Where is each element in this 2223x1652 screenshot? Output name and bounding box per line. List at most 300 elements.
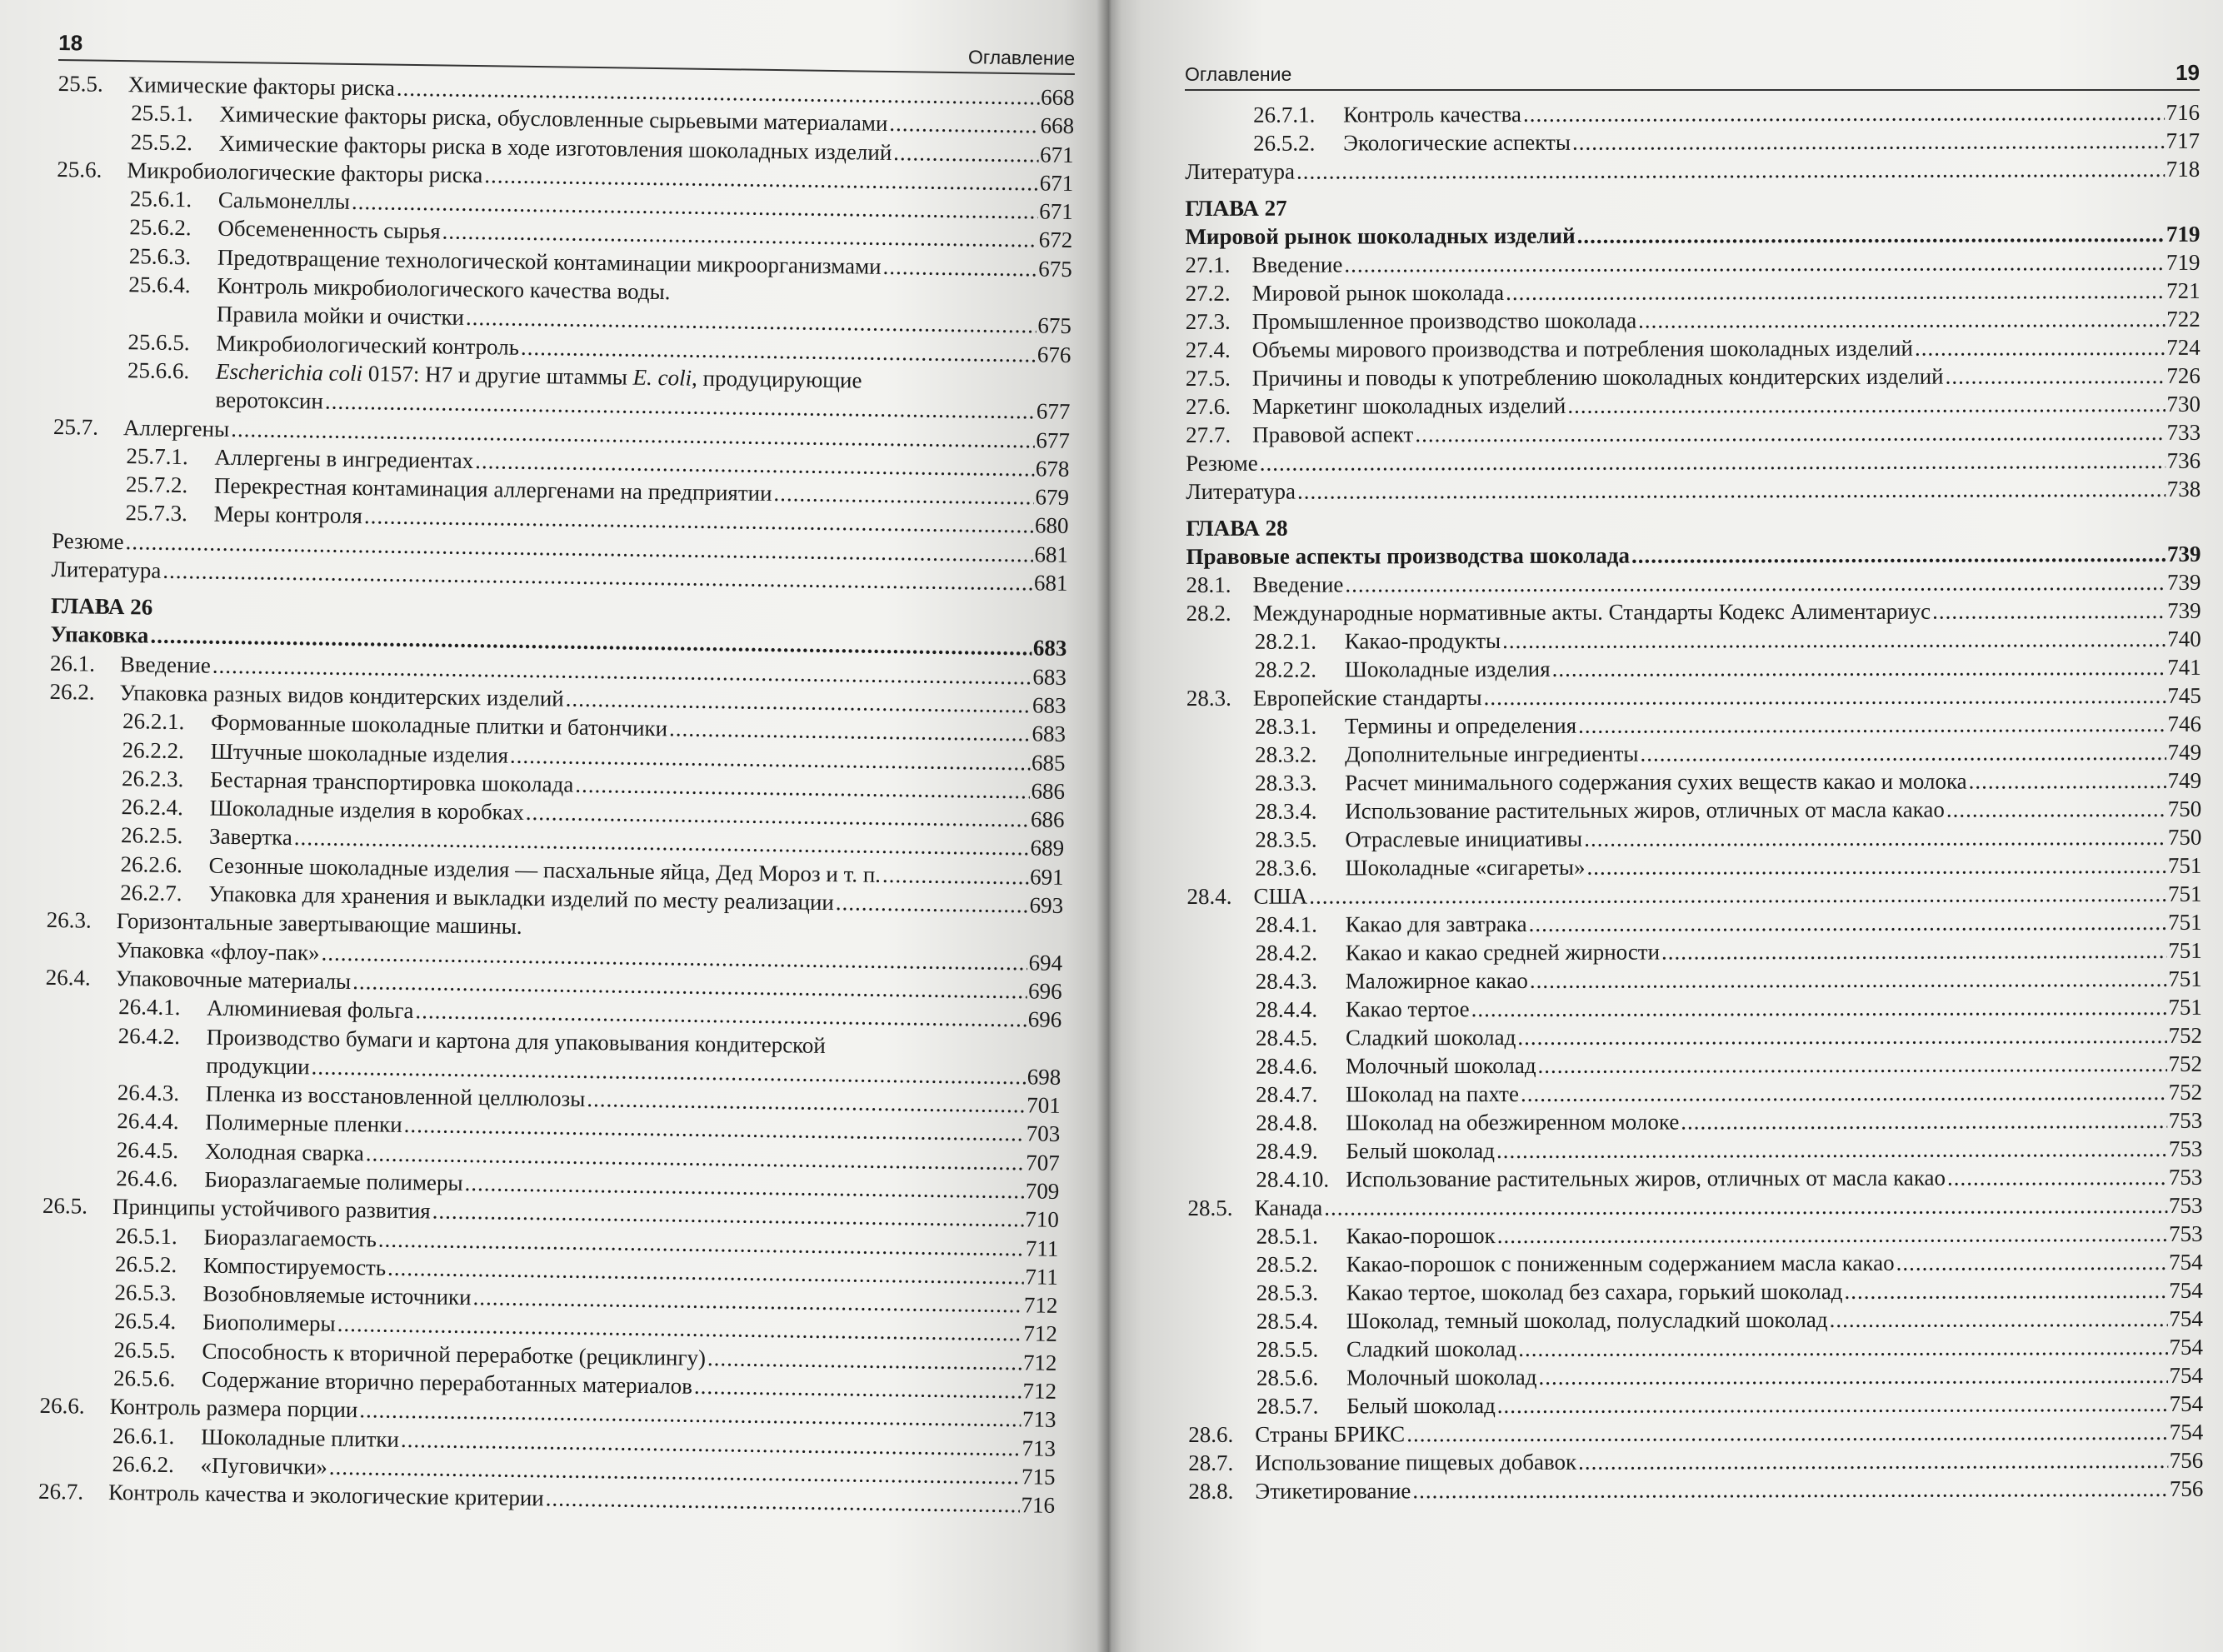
entry-number: 28.5.3.: [1256, 1280, 1319, 1305]
leader-dots: [1309, 880, 2166, 911]
entry-number: 28.4.7.: [1256, 1081, 1318, 1107]
leader-dots: [1552, 653, 2166, 683]
toc-entry[interactable]: [1186, 568, 2201, 599]
entry-number: 25.7.: [52, 413, 99, 440]
toc-entry[interactable]: [1185, 155, 2200, 186]
toc-entry[interactable]: [1185, 98, 2200, 129]
entry-page: 733: [2166, 419, 2201, 445]
entry-title: Маркетинг шоколадных изделий: [1251, 392, 1566, 419]
entry-number: 26.2.2.: [122, 736, 185, 763]
running-head: [1185, 60, 2200, 91]
entry-title: Принципы устойчивого развития: [112, 1194, 431, 1224]
entry-number: 28.1.: [1186, 571, 1231, 597]
entry-number: 28.3.1.: [1254, 713, 1317, 739]
entry-title: Введение: [1251, 252, 1343, 277]
entry-number: 27.2.: [1185, 280, 1231, 306]
leader-dots: [1406, 1418, 2168, 1448]
leader-dots: [694, 1372, 1022, 1405]
leader-dots: [545, 1485, 1019, 1520]
toc-entry[interactable]: [1188, 1220, 2203, 1250]
leader-dots: [1506, 277, 2165, 307]
toc-entry[interactable]: [1186, 596, 2201, 627]
entry-number: 28.5.: [1187, 1195, 1233, 1220]
leader-dots: [1567, 390, 2165, 420]
toc-entry[interactable]: [1187, 936, 2202, 967]
toc-entry[interactable]: [1187, 993, 2202, 1024]
entry-number: 28.3.5.: [1255, 826, 1317, 852]
entry-page: 712: [1023, 1320, 1058, 1347]
entry-number: 26.5.6.: [112, 1365, 176, 1392]
leader-dots: [1296, 155, 2165, 186]
leader-dots: [1915, 333, 2165, 362]
toc-entry[interactable]: [1186, 625, 2201, 656]
entry-page: 683: [1032, 692, 1067, 718]
entry-title: Шоколадные изделия: [1344, 656, 1551, 682]
entry-page: 675: [1037, 312, 1072, 339]
toc-entry[interactable]: [1186, 475, 2201, 506]
leader-dots: [1946, 362, 2166, 391]
entry-page: 756: [2169, 1447, 2204, 1473]
entry-page: 750: [2167, 796, 2202, 821]
entry-number: 26.7.1.: [1253, 102, 1316, 127]
entry-page: 668: [1040, 84, 1075, 111]
toc-entry[interactable]: [1187, 965, 2202, 996]
entry-title: Упаковка для хранения и выкладки изделий по месту реализации: [207, 881, 835, 916]
entry-page: 712: [1022, 1350, 1057, 1375]
entry-title: Упаковка разных видов кондитерских изделий: [119, 680, 564, 711]
entry-number: 26.5.: [42, 1193, 88, 1219]
leader-dots: [1412, 1475, 2168, 1505]
entry-page: 683: [1032, 664, 1067, 690]
running-head: [58, 30, 1075, 75]
entry-title: Белый шоколад: [1346, 1138, 1496, 1164]
entry-page: 736: [2166, 447, 2201, 473]
entry-title: «Пуговички»: [200, 1452, 328, 1480]
entry-title: Обсемененность сырья: [217, 216, 441, 244]
toc-entry[interactable]: [1186, 766, 2201, 797]
leader-dots: [1324, 1191, 2167, 1222]
entry-title: Аллергены в ингредиентах: [214, 444, 474, 473]
entry-page: 668: [1040, 112, 1075, 139]
entry-page: 749: [2167, 739, 2202, 765]
entry-title: Контроль качества: [1343, 101, 1522, 127]
entry-title: Страны БРИКС: [1255, 1421, 1406, 1447]
entry-title: Международные нормативные акты. Стандарты Кодекс Алиментариус: [1252, 598, 1931, 626]
toc-entry[interactable]: [1186, 823, 2201, 854]
running-title: Оглавление: [1185, 63, 1292, 85]
toc-entry[interactable]: [1187, 1078, 2202, 1109]
toc-entry[interactable]: [1186, 681, 2201, 712]
entry-title: Шоколадные плитки: [200, 1424, 400, 1452]
entry-title: Использование растительных жиров, отличных от масла какао: [1346, 1165, 1946, 1192]
entry-page: 713: [1022, 1435, 1057, 1461]
entry-number: 28.5.7.: [1256, 1393, 1319, 1419]
entry-page: 711: [1025, 1235, 1059, 1261]
entry-title: Объемы мирового производства и потребления шоколадных изделий: [1251, 335, 1913, 362]
entry-number: 28.4.3.: [1255, 968, 1318, 994]
toc-entry[interactable]: [1187, 1021, 2202, 1052]
entry-number: 26.2.6.: [120, 851, 183, 877]
entry-title: Этикетирование: [1255, 1478, 1411, 1504]
leader-dots: [1631, 540, 2166, 570]
leader-dots: [1844, 1276, 2167, 1305]
leader-dots: [836, 888, 1028, 920]
entry-page: 721: [2166, 277, 2201, 303]
entry-number: 26.2.3.: [121, 765, 184, 792]
entry-number: 25.5.1.: [131, 100, 193, 127]
toc-entry[interactable]: [1187, 1191, 2202, 1222]
entry-title: Контроль размера порции: [109, 1394, 358, 1423]
chapter-title: Упаковка: [50, 621, 149, 648]
entry-title: Шоколадные «сигареты»: [1345, 854, 1586, 881]
entry-page: 698: [1027, 1064, 1062, 1090]
entry-page: 754: [2169, 1419, 2204, 1445]
entry-title: Завертка: [208, 824, 293, 851]
entry-page: 713: [1022, 1406, 1057, 1433]
leader-dots: [1517, 1021, 2166, 1051]
leader-dots: [1578, 1446, 2168, 1476]
entry-number: 28.6.: [1188, 1421, 1234, 1447]
toc-entry[interactable]: [1185, 127, 2200, 157]
entry-number: 26.7.: [37, 1479, 84, 1505]
toc-entry[interactable]: [1186, 362, 2201, 392]
entry-page: 686: [1031, 778, 1066, 804]
entry-page: 677: [1036, 398, 1071, 425]
leader-dots: [882, 252, 1037, 283]
toc-entry[interactable]: [1188, 1276, 2203, 1307]
toc-entry[interactable]: [1186, 305, 2201, 336]
entry-page: 741: [2167, 654, 2201, 680]
entry-title: Контроль качества и экологические критерии: [107, 1480, 544, 1511]
entry-page: 739: [2166, 569, 2201, 595]
chapter-title-entry[interactable]: [1186, 540, 2201, 571]
entry-title: Молочный шоколад: [1345, 1052, 1536, 1079]
leader-dots: [1530, 965, 2167, 995]
leader-dots: [773, 479, 1033, 512]
entry-number: 26.4.6.: [116, 1165, 178, 1192]
entry-page: 738: [2166, 476, 2201, 502]
entry-number: 28.2.: [1186, 600, 1231, 626]
toc-entry[interactable]: [1186, 851, 2201, 882]
entry-title: Резюме: [1186, 450, 1258, 476]
entry-page: 716: [1021, 1492, 1056, 1519]
left-page: [0, 0, 1108, 1652]
entry-page: 689: [1030, 835, 1065, 861]
entry-title: Термины и определения: [1344, 712, 1577, 739]
toc-entry[interactable]: [1185, 248, 2200, 279]
chapter-title: Правовые аспекты производства шоколада: [1186, 542, 1631, 569]
entry-page: 701: [1027, 1092, 1061, 1119]
right-page: [1108, 0, 2223, 1652]
leader-dots: [1537, 1050, 2166, 1080]
entry-title: Расчет минимального содержания сухих веществ какао и молока: [1345, 768, 1967, 796]
entry-page: 677: [1036, 427, 1071, 453]
entry-number: 26.5.1.: [115, 1222, 177, 1249]
entry-number: 28.5.1.: [1256, 1223, 1318, 1249]
entry-title: Производство бумаги и картона для упаковывания кондитерской: [206, 1024, 827, 1058]
entry-page: 751: [2168, 994, 2202, 1020]
entry-page: 740: [2167, 626, 2201, 651]
entry-title: Использование пищевых добавок: [1255, 1449, 1577, 1475]
toc-entry[interactable]: [1187, 1163, 2202, 1194]
entry-title: Предотвращение технологической контаминации микроорганизмами: [217, 244, 882, 279]
toc-entry[interactable]: [1187, 1050, 2202, 1081]
entry-page: 754: [2169, 1390, 2204, 1416]
entry-title: Какао-порошок: [1346, 1223, 1496, 1249]
toc-entry[interactable]: [1187, 1106, 2202, 1137]
entry-title: Возобновляемые источники: [202, 1280, 472, 1310]
entry-title: Шоколадные изделия в коробках: [209, 795, 525, 826]
entry-title: Химические факторы риска: [127, 72, 396, 101]
entry-number: 28.3.3.: [1255, 770, 1317, 796]
entry-title: Какао-порошок с пониженным содержанием масла какао: [1346, 1250, 1895, 1277]
entry-title: Упаковочные материалы: [115, 965, 352, 994]
entry-page: 691: [1029, 864, 1064, 890]
entry-page: 719: [2166, 249, 2201, 275]
entry-title: Биополимеры: [202, 1310, 336, 1337]
leader-dots: [1496, 1135, 2167, 1165]
page-number: 19: [2176, 60, 2200, 85]
entry-number: 26.2.7.: [120, 880, 182, 906]
entry-title: Содержание вторично переработанных материалов: [201, 1366, 693, 1399]
toc-entry[interactable]: [1186, 447, 2201, 477]
entry-page: 685: [1031, 749, 1066, 776]
entry-page: 712: [1022, 1378, 1057, 1404]
entry-page: 752: [2168, 1079, 2203, 1105]
entry-title: Экологические аспекты: [1343, 129, 1571, 156]
leader-dots: [1502, 625, 2166, 655]
entry-number: 25.6.1.: [129, 186, 192, 212]
entry-title: Литература: [1186, 478, 1296, 504]
entry-page: 724: [2166, 334, 2201, 360]
entry-page: 675: [1038, 256, 1072, 282]
leader-dots: [1297, 475, 2166, 506]
entry-number: 28.4.10.: [1256, 1166, 1330, 1192]
entry-page: 718: [2166, 156, 2201, 182]
toc-entry[interactable]: [1186, 277, 2201, 307]
entry-page: 672: [1038, 227, 1073, 253]
entry-number: 26.5.3.: [114, 1280, 177, 1306]
toc-entry[interactable]: [1188, 1333, 2203, 1364]
toc-entry[interactable]: [1186, 333, 2201, 364]
leader-dots: [1638, 305, 2165, 335]
chapter-title-entry[interactable]: [1185, 220, 2200, 251]
entry-page: 696: [1027, 1006, 1062, 1033]
entry-title: продукции: [206, 1052, 310, 1080]
entry-title: Escherichia coli 0157: H7 и другие штаммы E. coli, продуцирующие: [215, 358, 862, 393]
entry-title: Правовой аспект: [1252, 422, 1414, 447]
entry-number: 28.4.5.: [1255, 1025, 1318, 1051]
entry-page: 683: [1032, 635, 1067, 661]
entry-title: Шоколад на пахте: [1346, 1081, 1519, 1107]
leader-dots: [1260, 447, 2166, 477]
entry-title: Способность к вторичной переработке (рециклингу): [202, 1338, 707, 1370]
entry-number: 28.2.1.: [1254, 628, 1316, 654]
leader-dots: [1344, 248, 2165, 279]
leader-dots: [1640, 738, 2166, 768]
entry-page: 753: [2168, 1192, 2203, 1218]
toc-entry[interactable]: [1188, 1361, 2203, 1392]
entry-number: 25.6.6.: [127, 357, 190, 384]
leader-dots: [1947, 1163, 2167, 1192]
leader-dots: [1497, 1390, 2168, 1420]
entry-number: 28.4.1.: [1255, 911, 1317, 937]
page-number: 18: [58, 30, 83, 56]
entry-page: 756: [2169, 1475, 2204, 1501]
entry-number: 26.5.2.: [114, 1250, 177, 1277]
entry-page: 719: [2166, 221, 2201, 247]
entry-number: 28.4.: [1186, 883, 1232, 909]
entry-page: 730: [2166, 391, 2201, 417]
entry-number: 25.5.2.: [130, 128, 193, 155]
entry-title: Промышленное производство шоколада: [1251, 307, 1637, 334]
entry-title: Перекрестная контаминация аллергенами на предприятии: [213, 472, 772, 507]
entry-number: 26.3.: [46, 907, 92, 933]
entry-number: 28.4.4.: [1255, 996, 1318, 1022]
toc-entry[interactable]: [1187, 908, 2202, 939]
entry-page: 726: [2166, 362, 2201, 388]
toc-entry[interactable]: [1186, 880, 2201, 911]
entry-number: 27.5.: [1185, 365, 1231, 391]
entry-number: 26.4.5.: [116, 1136, 179, 1163]
entry-title: Какао-продукты: [1344, 628, 1501, 654]
leader-dots: [1415, 418, 2165, 448]
entry-page: 750: [2167, 824, 2202, 850]
entry-number: 28.3.2.: [1255, 741, 1317, 767]
toc-list: [1185, 98, 2203, 1505]
toc-entry[interactable]: [1186, 418, 2201, 449]
entry-page: 712: [1023, 1292, 1058, 1319]
entry-page: 722: [2166, 306, 2201, 332]
entry-title: Пленка из восстановленной целлюлозы: [205, 1081, 586, 1112]
leader-dots: [1661, 936, 2166, 966]
entry-page: 739: [2166, 541, 2201, 566]
entry-title: Формованные шоколадные плитки и батончики: [210, 709, 668, 741]
entry-title: Упаковка «флоу-пак»: [116, 936, 320, 966]
leader-dots: [1578, 710, 2166, 740]
entry-title: Какао тертое: [1345, 996, 1470, 1022]
chapter-label: ГЛАВА 26: [50, 593, 153, 620]
entry-number: 28.4.9.: [1256, 1138, 1318, 1164]
toc-entry[interactable]: [1188, 1248, 2203, 1279]
entry-number: 28.5.6.: [1256, 1365, 1319, 1390]
entry-number: 26.4.1.: [118, 994, 181, 1021]
toc-entry[interactable]: [1188, 1446, 2203, 1477]
entry-page: 707: [1026, 1150, 1060, 1175]
leader-dots: [1946, 795, 2166, 824]
entry-number: 28.5.4.: [1256, 1308, 1319, 1334]
entry-title: Какао тертое, шоколад без сахара, горький шоколад: [1346, 1278, 1843, 1305]
entry-page: 751: [2168, 966, 2202, 991]
entry-page: 711: [1025, 1264, 1059, 1290]
entry-page: 751: [2168, 937, 2202, 963]
entry-number: 26.1.: [49, 650, 96, 676]
entry-number: 26.2.: [49, 678, 95, 705]
toc-entry[interactable]: [1186, 795, 2201, 826]
toc-entry[interactable]: [1186, 653, 2201, 684]
entry-page: 694: [1028, 949, 1063, 976]
entry-title: Сладкий шоколад: [1346, 1335, 1517, 1362]
entry-number: 25.7.1.: [126, 443, 188, 470]
entry-page: 754: [2169, 1334, 2203, 1360]
entry-page: 683: [1032, 721, 1067, 747]
entry-page: 680: [1034, 512, 1069, 539]
entry-page: 717: [2166, 127, 2201, 153]
entry-page: 749: [2167, 767, 2202, 793]
entry-page: 752: [2168, 1051, 2203, 1076]
entry-number: 26.4.2.: [117, 1022, 181, 1049]
entry-title: Использование растительных жиров, отличных от масла какао: [1345, 796, 1945, 824]
toc-entry[interactable]: [1188, 1418, 2203, 1449]
entry-number: 26.4.3.: [117, 1080, 180, 1106]
toc-entry[interactable]: [1188, 1305, 2203, 1335]
entry-number: 28.4.6.: [1255, 1053, 1318, 1079]
toc-entry[interactable]: [1188, 1390, 2203, 1420]
entry-number: 27.6.: [1185, 393, 1231, 419]
toc-entry[interactable]: [1188, 1475, 2203, 1505]
leader-dots: [1345, 568, 2166, 599]
entry-page: 686: [1030, 806, 1065, 833]
entry-title: Сальмонеллы: [217, 187, 351, 215]
entry-title: Введение: [1252, 571, 1344, 597]
entry-number: 25.6.3.: [128, 242, 192, 270]
entry-page: 754: [2169, 1277, 2203, 1303]
toc-entry[interactable]: [1186, 390, 2201, 421]
toc-entry[interactable]: [1186, 738, 2201, 769]
entry-title: Компостируемость: [202, 1252, 387, 1280]
entry-number: 28.3.6.: [1255, 855, 1317, 881]
entry-title: Какао для завтрака: [1345, 911, 1527, 937]
leader-dots: [893, 138, 1038, 169]
entry-title: Микробиологический контроль: [216, 330, 520, 360]
entry-title: Канада: [1254, 1195, 1323, 1220]
entry-title: Литература: [1185, 158, 1296, 184]
leader-dots: [1830, 1305, 2168, 1334]
entry-title: Какао и какао средней жирности: [1345, 939, 1661, 966]
entry-number: 27.7.: [1186, 422, 1231, 447]
entry-number: 26.5.4.: [113, 1308, 177, 1335]
entry-number: 25.6.4.: [128, 272, 191, 298]
toc-list: [38, 69, 1075, 1520]
entry-title: Биоразлагаемость: [203, 1224, 377, 1252]
entry-title: США: [1253, 883, 1308, 909]
entry-title: Литература: [51, 556, 162, 583]
entry-number: 25.7.2.: [125, 472, 188, 498]
toc-entry[interactable]: [1187, 1135, 2202, 1165]
entry-number: 28.8.: [1188, 1478, 1234, 1504]
entry-number: 26.5.5.: [113, 1336, 177, 1363]
entry-number: 28.4.2.: [1255, 940, 1317, 966]
entry-number: 26.4.: [45, 964, 91, 991]
entry-page: 678: [1035, 456, 1070, 482]
entry-page: 676: [1037, 342, 1072, 367]
leader-dots: [1577, 220, 2165, 250]
entry-page: 681: [1034, 542, 1069, 567]
leader-dots: [1523, 98, 2165, 128]
leader-dots: [1932, 596, 2166, 626]
entry-title: Мировой рынок шоколада: [1251, 279, 1505, 306]
entry-page: 751: [2167, 881, 2202, 906]
leader-dots: [1969, 766, 2166, 796]
entry-title: Причины и поводы к употреблению шоколадных кондитерских изделий: [1251, 363, 1944, 391]
entry-number: 26.6.: [39, 1393, 85, 1419]
entry-number: 26.4.4.: [117, 1108, 179, 1135]
entry-title: Холодная сварка: [204, 1138, 365, 1165]
leader-dots: [1538, 1361, 2167, 1391]
toc-entry[interactable]: [1186, 710, 2201, 741]
entry-title: Белый шоколад: [1346, 1393, 1496, 1419]
entry-number: 25.6.: [57, 156, 102, 182]
